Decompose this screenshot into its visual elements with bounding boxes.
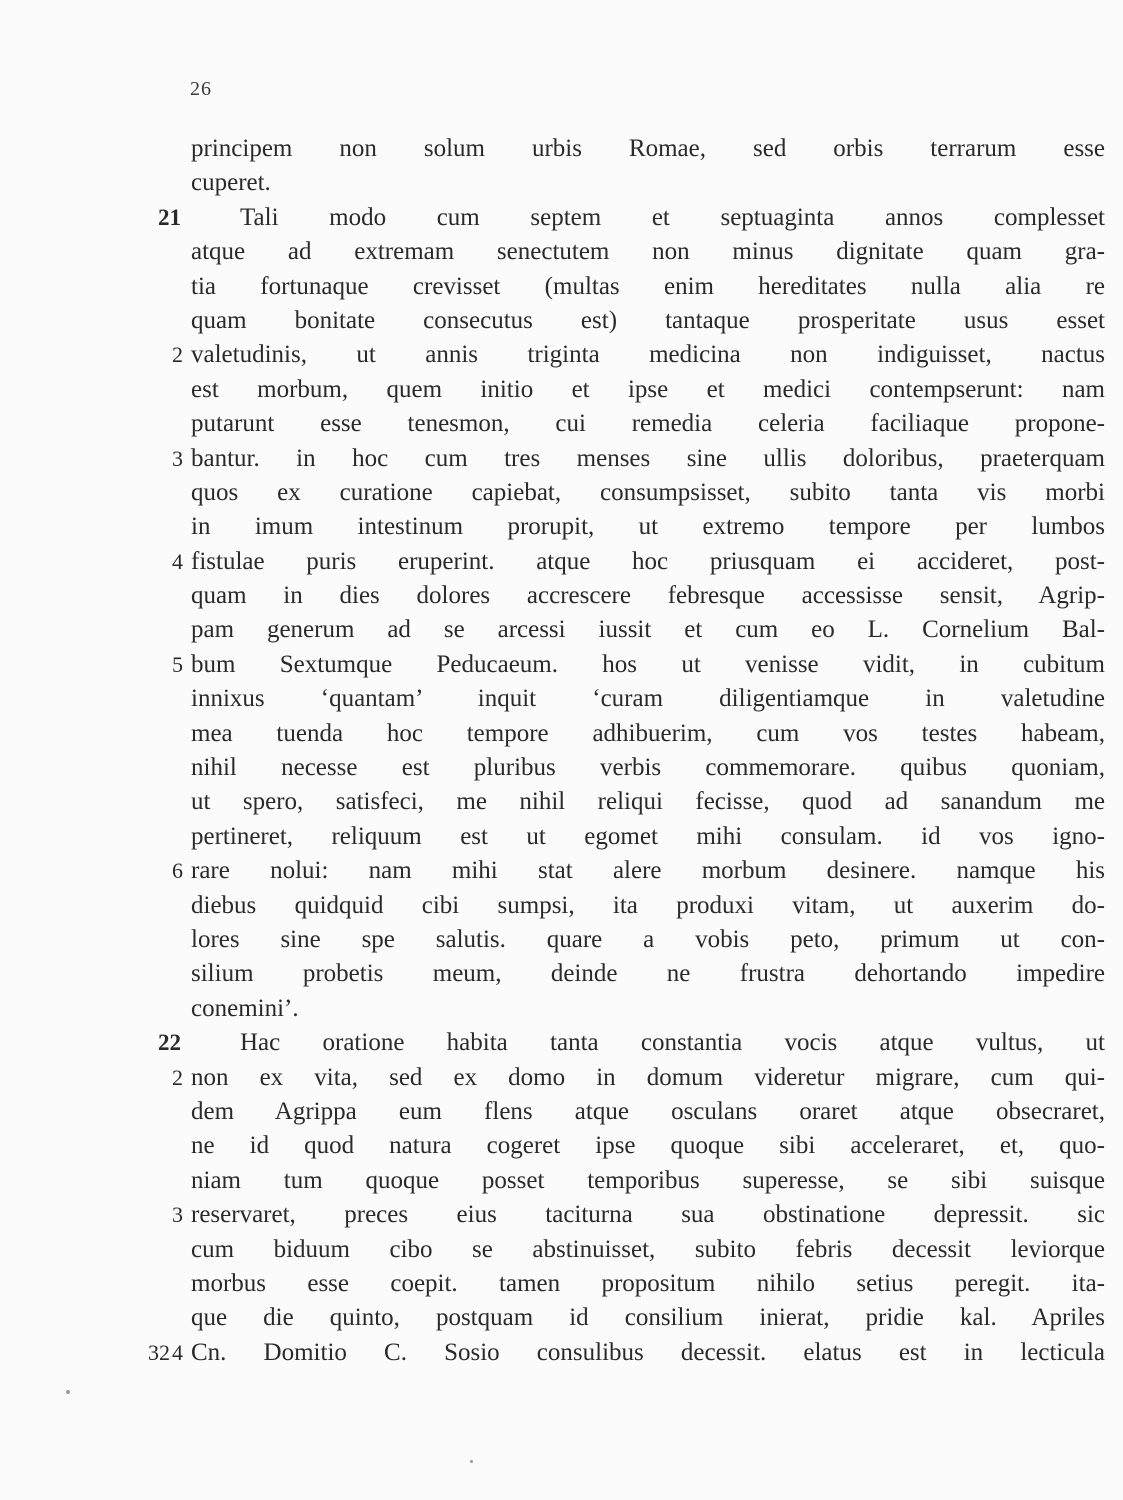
text-line	[0, 166, 1123, 200]
text-line	[0, 201, 1123, 235]
line-text: quos ex curatione capiebat, consumpsisset, subito tanta vis morbi	[191, 478, 1105, 506]
line-text: rare nolui: nam mihi stat alere morbum desinere. namque his	[191, 857, 1105, 885]
line-text: Hac oratione habita tanta constantia vocis atque vultus, ut	[240, 1029, 1105, 1057]
text-line	[0, 1301, 1123, 1335]
marker-value: 2	[172, 342, 183, 368]
text-line	[0, 785, 1123, 819]
marker-value: 21	[158, 204, 181, 230]
section-number	[172, 545, 183, 579]
text-line	[0, 751, 1123, 785]
text-line	[0, 579, 1123, 613]
text-line	[0, 1164, 1123, 1198]
outer-margin-number: 32	[148, 1339, 170, 1365]
text-line	[0, 270, 1123, 304]
text-line	[0, 1061, 1123, 1095]
text-line	[0, 132, 1123, 166]
marker-value: 6	[172, 858, 183, 884]
line-text: nihil necesse est pluribus verbis commemorare. quibus quoniam,	[191, 754, 1105, 782]
text-line	[0, 923, 1123, 957]
line-text: ut spero, satisfeci, me nihil reliqui fecisse, quod ad sanandum me	[191, 788, 1105, 816]
text-line	[0, 682, 1123, 716]
text-line	[0, 1129, 1123, 1163]
margin-speck	[66, 1390, 70, 1394]
margin-speck	[470, 1460, 473, 1463]
text-line	[0, 1095, 1123, 1129]
marker-value: 3	[172, 1202, 183, 1228]
line-text: morbus esse coepit. tamen propositum nihilo setius peregit. ita-	[191, 1269, 1105, 1297]
line-text: cum biduum cibo se abstinuisset, subito febris decessit leviorque	[191, 1235, 1105, 1263]
text-line	[0, 1198, 1123, 1232]
line-text: bum Sextumque Peducaeum. hos ut venisse vidit, in cubitum	[191, 650, 1105, 678]
section-number	[172, 648, 183, 682]
text-line	[0, 338, 1123, 372]
line-text: valetudinis, ut annis triginta medicina non indiguisset, nactus	[191, 341, 1105, 369]
text-line	[0, 717, 1123, 751]
section-number	[172, 338, 183, 372]
text-line	[0, 992, 1123, 1026]
line-text: que die quinto, postquam id consilium inierat, pridie kal. Apriles	[191, 1304, 1105, 1332]
text-line	[0, 1026, 1123, 1060]
line-text: Cn. Domitio C. Sosio consulibus decessit. elatus est in lecticula	[191, 1338, 1105, 1366]
line-text: est morbum, quem initio et ipse et medici contempserunt: nam	[191, 375, 1105, 403]
line-text: fistulae puris eruperint. atque hoc priusquam ei accideret, post-	[191, 547, 1105, 575]
page-number: 26	[190, 78, 212, 100]
section-number	[172, 1061, 183, 1095]
text-line	[0, 613, 1123, 647]
text-line	[0, 476, 1123, 510]
text-line	[0, 407, 1123, 441]
line-text: lores sine spe salutis. quare a vobis peto, primum ut con-	[191, 925, 1105, 953]
text-line	[0, 648, 1123, 682]
marker-value: 4	[172, 548, 183, 574]
chapter-number	[158, 201, 181, 235]
line-text: ne id quod natura cogeret ipse quoque sibi acceleraret, et, quo-	[191, 1132, 1105, 1160]
line-text: cuperet.	[191, 169, 271, 197]
marker-value: 5	[172, 651, 183, 677]
text-line	[0, 957, 1123, 991]
text-line	[0, 854, 1123, 888]
line-text: bantur. in hoc cum tres menses sine ullis doloribus, praeterquam	[191, 444, 1105, 472]
text-line	[0, 889, 1123, 923]
text-line	[0, 235, 1123, 269]
marker-value: 22	[158, 1030, 181, 1056]
line-text: quam in dies dolores accrescere febresque accessisse sensit, Agrip-	[191, 582, 1105, 610]
line-text: putarunt esse tenesmon, cui remedia celeria faciliaque propone-	[191, 410, 1105, 438]
line-text: dem Agrippa eum flens atque osculans oraret atque obsecraret,	[191, 1097, 1105, 1125]
line-text: principem non solum urbis Romae, sed orbis terrarum esse	[191, 135, 1105, 162]
line-text: conemini’.	[191, 994, 299, 1022]
text-line	[0, 373, 1123, 407]
text-line	[0, 1336, 1123, 1370]
section-number	[172, 1198, 183, 1232]
text-block	[0, 132, 1123, 1370]
text-line	[0, 820, 1123, 854]
line-text: niam tum quoque posset temporibus superesse, se sibi suisque	[191, 1166, 1105, 1194]
section-number	[148, 1336, 183, 1370]
line-text: pam generum ad se arcessi iussit et cum eo L. Cornelium Bal-	[191, 616, 1105, 644]
line-text: silium probetis meum, deinde ne frustra dehortando impedire	[191, 960, 1105, 988]
line-text: non ex vita, sed ex domo in domum videretur migrare, cum qui-	[191, 1063, 1105, 1091]
marker-value: 2	[172, 1064, 183, 1090]
line-text: tia fortunaque crevisset (multas enim hereditates nulla alia re	[191, 272, 1105, 300]
line-text: in imum intestinum prorupit, ut extremo tempore per lumbos	[191, 513, 1105, 541]
line-text: reservaret, preces eius taciturna sua obstinatione depressit. sic	[191, 1201, 1105, 1229]
line-text: atque ad extremam senectutem non minus dignitate quam gra-	[191, 238, 1105, 266]
text-line	[0, 442, 1123, 476]
text-line	[0, 1267, 1123, 1301]
line-text: diebus quidquid cibi sumpsi, ita produxi vitam, ut auxerim do-	[191, 891, 1105, 919]
section-number	[172, 442, 183, 476]
text-line	[0, 1233, 1123, 1267]
line-text: quam bonitate consecutus est) tantaque prosperitate usus esset	[191, 306, 1105, 334]
line-text: innixus ‘quantam’ inquit ‘curam diligentiamque in valetudine	[191, 685, 1105, 713]
chapter-number	[158, 1026, 181, 1060]
line-text: mea tuenda hoc tempore adhibuerim, cum vos testes habeam,	[191, 719, 1105, 747]
text-line	[0, 545, 1123, 579]
marker-value: 3	[172, 445, 183, 471]
line-text: Tali modo cum septem et septuaginta annos complesset	[240, 203, 1105, 231]
line-text: pertineret, reliquum est ut egomet mihi consulam. id vos igno-	[191, 822, 1105, 850]
marker-value: 4	[172, 1339, 183, 1365]
text-line	[0, 510, 1123, 544]
text-line	[0, 304, 1123, 338]
section-number	[172, 854, 183, 888]
